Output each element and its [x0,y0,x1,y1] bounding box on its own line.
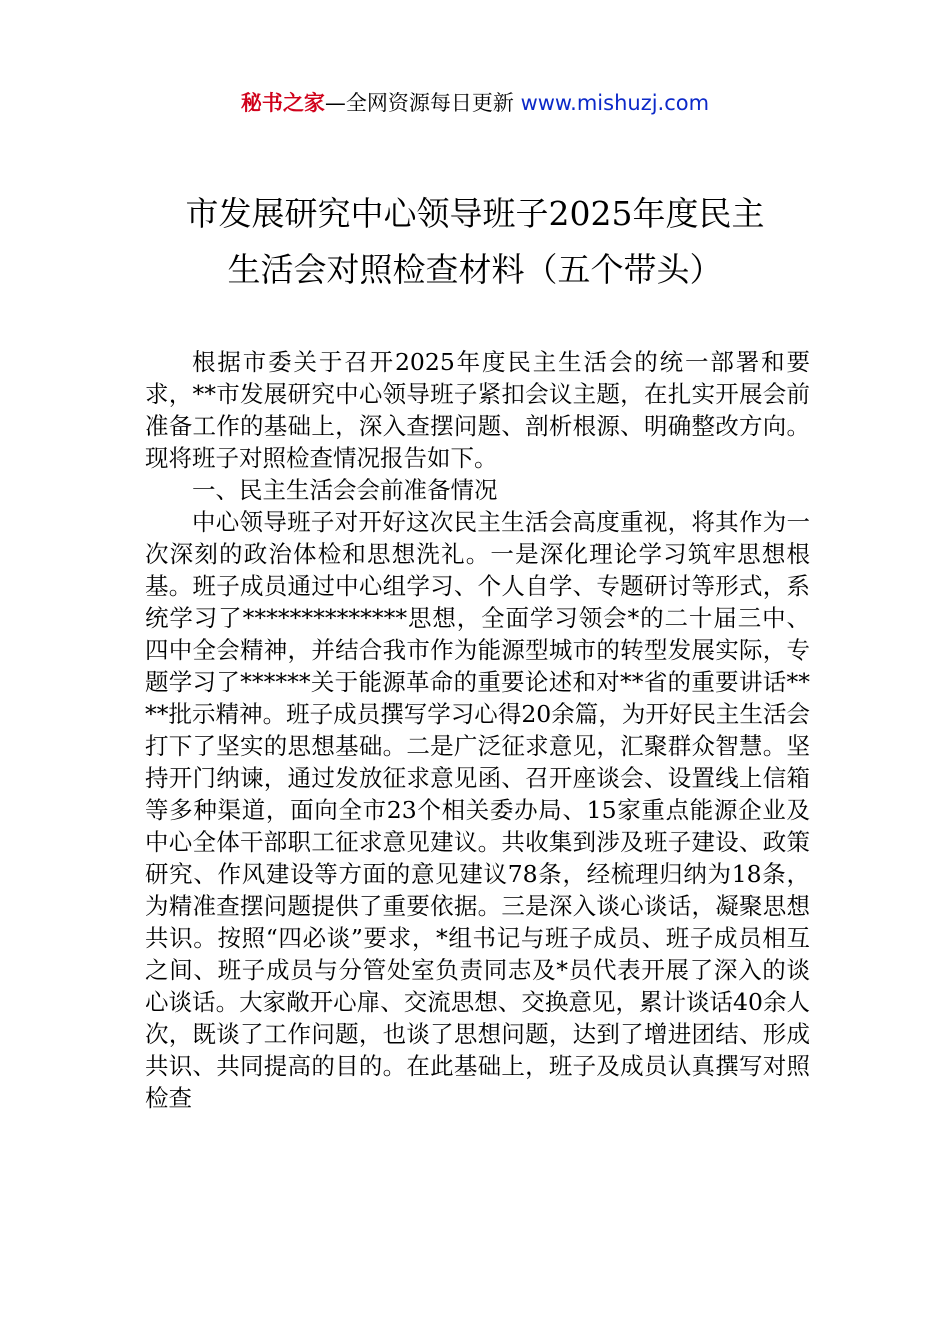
preparation-paragraph: 中心领导班子对开好这次民主生活会高度重视，将其作为一次深刻的政治体检和思想洗礼。一是深化理论学习筑牢思想根基。班子成员通过中心组学习、个人自学、专题研讨等形式，系统学习了**************思想，全面学习领会*的二十届三中、四中全会精神，并结合我市作为能源型城市的转型发展实际，专题学习了******关于能源革命的重要论述和对**省的重要讲话****批示精神。班子成员撰写学习心得20余篇，为开好民主生活会打下了坚实的思想基础。二是广泛征求意见，汇聚群众智慧。坚持开门纳谏，通过发放征求意见函、召开座谈会、设置线上信箱等多种渠道，面向全市23个相关委办局、15家重点能源企业及中心全体干部职工征求意见建议。共收集到涉及班子建设、政策研究、作风建设等方面的意见建议78条，经梳理归纳为18条，为精准查摆问题提供了重要依据。三是深入谈心谈话，凝聚思想共识。按照“四必谈”要求，*组书记与班子成员、班子成员相互之间、班子成员与分管处室负责同志及*员代表开展了深入的谈心谈话。大家敞开心扉、交流思想、交换意见，累计谈话40余人次，既谈了工作问题，也谈了思想问题，达到了增进团结、形成共识、共同提高的目的。在此基础上，班子及成员认真撰写对照检查 [145,508,810,1112]
site-header [0,88,950,118]
site-tagline: —全网资源每日更新 [324,91,514,115]
title-line-2: 生活会对照检查材料（五个带头） [227,250,723,289]
site-url-link[interactable]: www.mishuzj.com [520,91,710,115]
document-title [120,186,830,298]
intro-paragraph: 根据市委关于召开2025年度民主生活会的统一部署和要求，**市发展研究中心领导班子紧扣会议主题，在扎实开展会前准备工作的基础上，深入查摆问题、剖析根源、明确整改方向。现将班子对照检查情况报告如下。 [145,348,810,472]
section-heading: 一、民主生活会会前准备情况 [192,476,498,504]
title-line-1: 市发展研究中心领导班子2025年度民主 [185,194,765,233]
document-body [145,346,810,1114]
site-brand: 秘书之家 [240,91,325,115]
